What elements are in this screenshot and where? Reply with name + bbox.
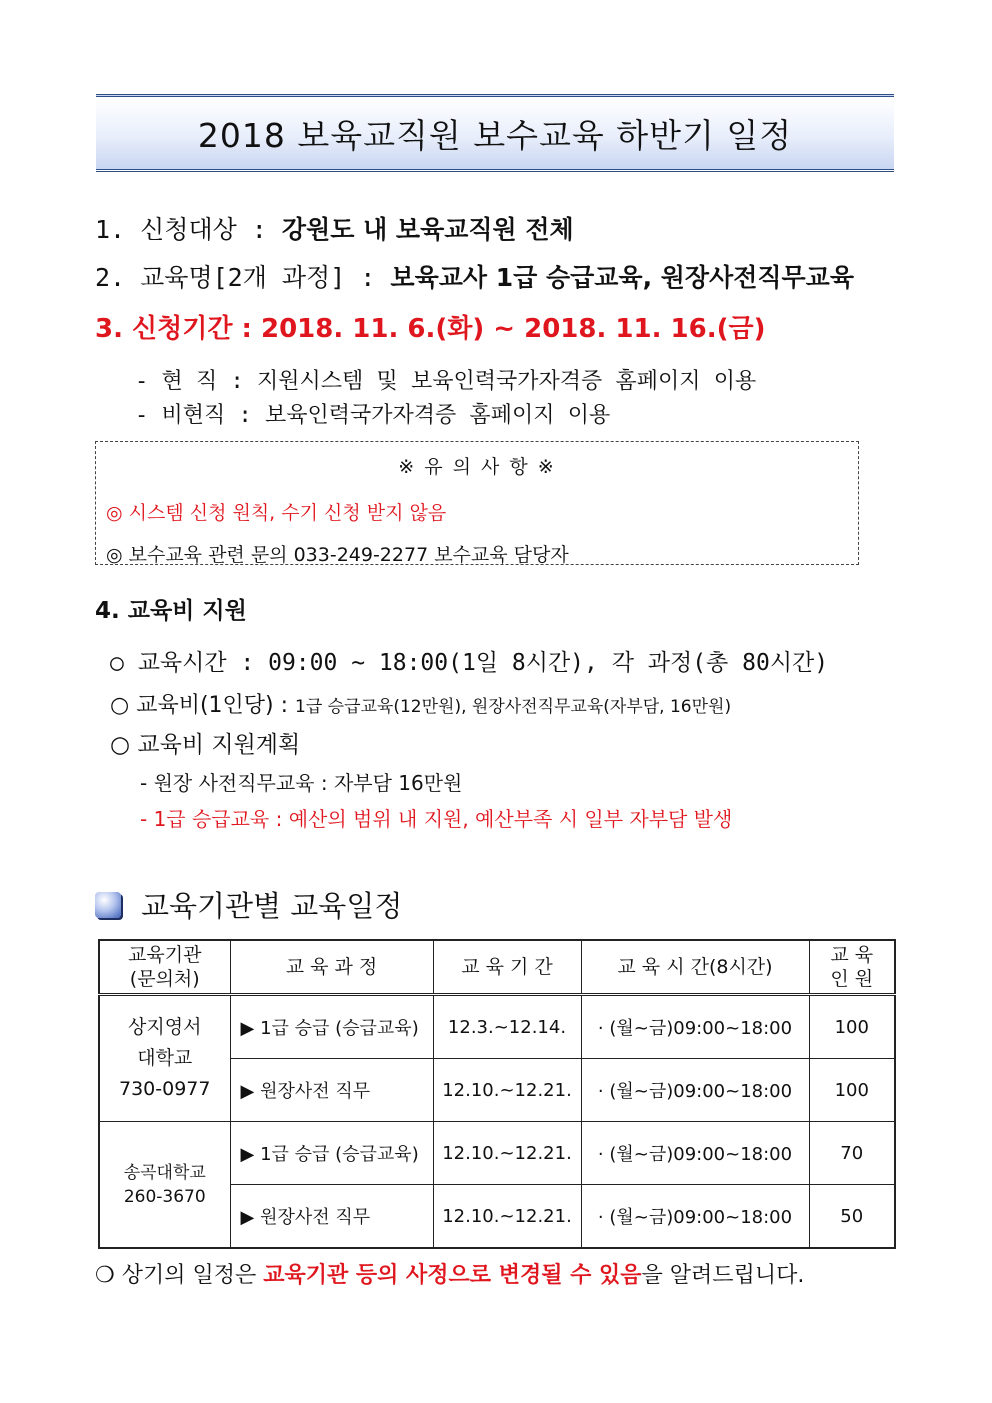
item-target-value: 강원도 내 보육교직원 전체	[281, 215, 574, 244]
item-course-name	[95, 258, 854, 294]
cell-course: ▶ 원장사전 직무	[230, 1059, 433, 1122]
notice-contact: ◎ 보수교육 관련 문의 033-249-2277 보수교육 담당자	[106, 544, 569, 566]
schedule-heading: 교육기관별 교육일정	[141, 889, 403, 923]
square-bullet-icon	[95, 892, 121, 918]
header-time: 교 육 시 간(8시간)	[581, 940, 809, 995]
footer-prefix: ❍ 상기의 일정은	[95, 1263, 264, 1288]
schedule-section-header	[95, 884, 402, 925]
footer-note	[95, 1258, 804, 1289]
institution-songgok: 송곡대학교 260-3670	[99, 1122, 230, 1249]
table-row	[99, 1122, 895, 1185]
header-institution: 교육기관 (문의처)	[99, 940, 230, 995]
education-fee-value: 1급 승급교육(12만원), 원장사전직무교육(자부담, 16만원)	[295, 697, 732, 717]
cell-period: 12.10.~12.21.	[433, 1185, 581, 1249]
cell-course: ▶ 원장사전 직무	[230, 1185, 433, 1249]
cell-time: · (월~금)09:00~18:00	[581, 1059, 809, 1122]
cell-course: ▶ 1급 승급 (승급교육)	[230, 995, 433, 1059]
cell-course: ▶ 1급 승급 (승급교육)	[230, 1122, 433, 1185]
support-plan-director: - 원장 사전직무교육 : 자부담 16만원	[140, 771, 463, 795]
notice-title: ※ 유 의 사 항 ※	[398, 456, 556, 478]
item-course-value: 보육교사 1급 승급교육, 원장사전직무교육	[390, 263, 854, 292]
education-fee-label: ○ 교육비(1인당) :	[110, 693, 296, 718]
table-row	[99, 995, 895, 1059]
cell-time: · (월~금)09:00~18:00	[581, 1185, 809, 1249]
education-time: ○ 교육시간 : 09:00 ~ 18:00(1일 8시간), 각 과정(총 80시간)	[110, 650, 829, 676]
cell-period: 12.10.~12.21.	[433, 1122, 581, 1185]
cell-people: 50	[809, 1185, 895, 1249]
cell-time: · (월~금)09:00~18:00	[581, 995, 809, 1059]
cell-people: 70	[809, 1122, 895, 1185]
cell-period: 12.3.~12.14.	[433, 995, 581, 1059]
section4-heading: 4. 교육비 지원	[95, 598, 247, 624]
document-title-banner	[96, 94, 894, 172]
header-course: 교 육 과 정	[230, 940, 433, 995]
header-period: 교 육 기 간	[433, 940, 581, 995]
notice-system-only: ◎ 시스템 신청 원칙, 수기 신청 받지 않음	[106, 502, 447, 524]
item-target-label: 1. 신청대상 :	[95, 215, 282, 244]
support-plan: ○ 교육비 지원계획	[110, 732, 301, 758]
sub-current-staff: - 현 직 : 지원시스템 및 보육인력국가자격증 홈페이지 이용	[135, 369, 757, 394]
cell-people: 100	[809, 1059, 895, 1122]
schedule-table	[98, 939, 896, 1249]
footer-suffix: 을 알려드립니다.	[641, 1263, 805, 1288]
footer-warning: 교육기관 등의 사정으로 변경될 수 있음	[263, 1263, 642, 1288]
cell-time: · (월~금)09:00~18:00	[581, 1122, 809, 1185]
cell-period: 12.10.~12.21.	[433, 1059, 581, 1122]
cell-people: 100	[809, 995, 895, 1059]
item-target	[95, 210, 574, 246]
table-header-row	[99, 940, 895, 995]
document-title: 2018 보육교직원 보수교육 하반기 일정	[197, 115, 793, 155]
sub-noncurrent-staff: - 비현직 : 보육인력국가자격증 홈페이지 이용	[135, 403, 611, 428]
item-course-label: 2. 교육명[2개 과정] :	[95, 263, 391, 292]
item-application-period: 3. 신청기간 : 2018. 11. 6.(화) ~ 2018. 11. 16.(금)	[95, 314, 766, 344]
institution-sangji: 상지영서 대학교 730-0977	[99, 995, 230, 1122]
support-plan-grade1: - 1급 승급교육 : 예산의 범위 내 지원, 예산부족 시 일부 자부담 발생	[140, 807, 733, 831]
notice-box	[95, 441, 859, 565]
header-people: 교 육 인 원	[809, 940, 895, 995]
education-fee	[110, 688, 731, 719]
